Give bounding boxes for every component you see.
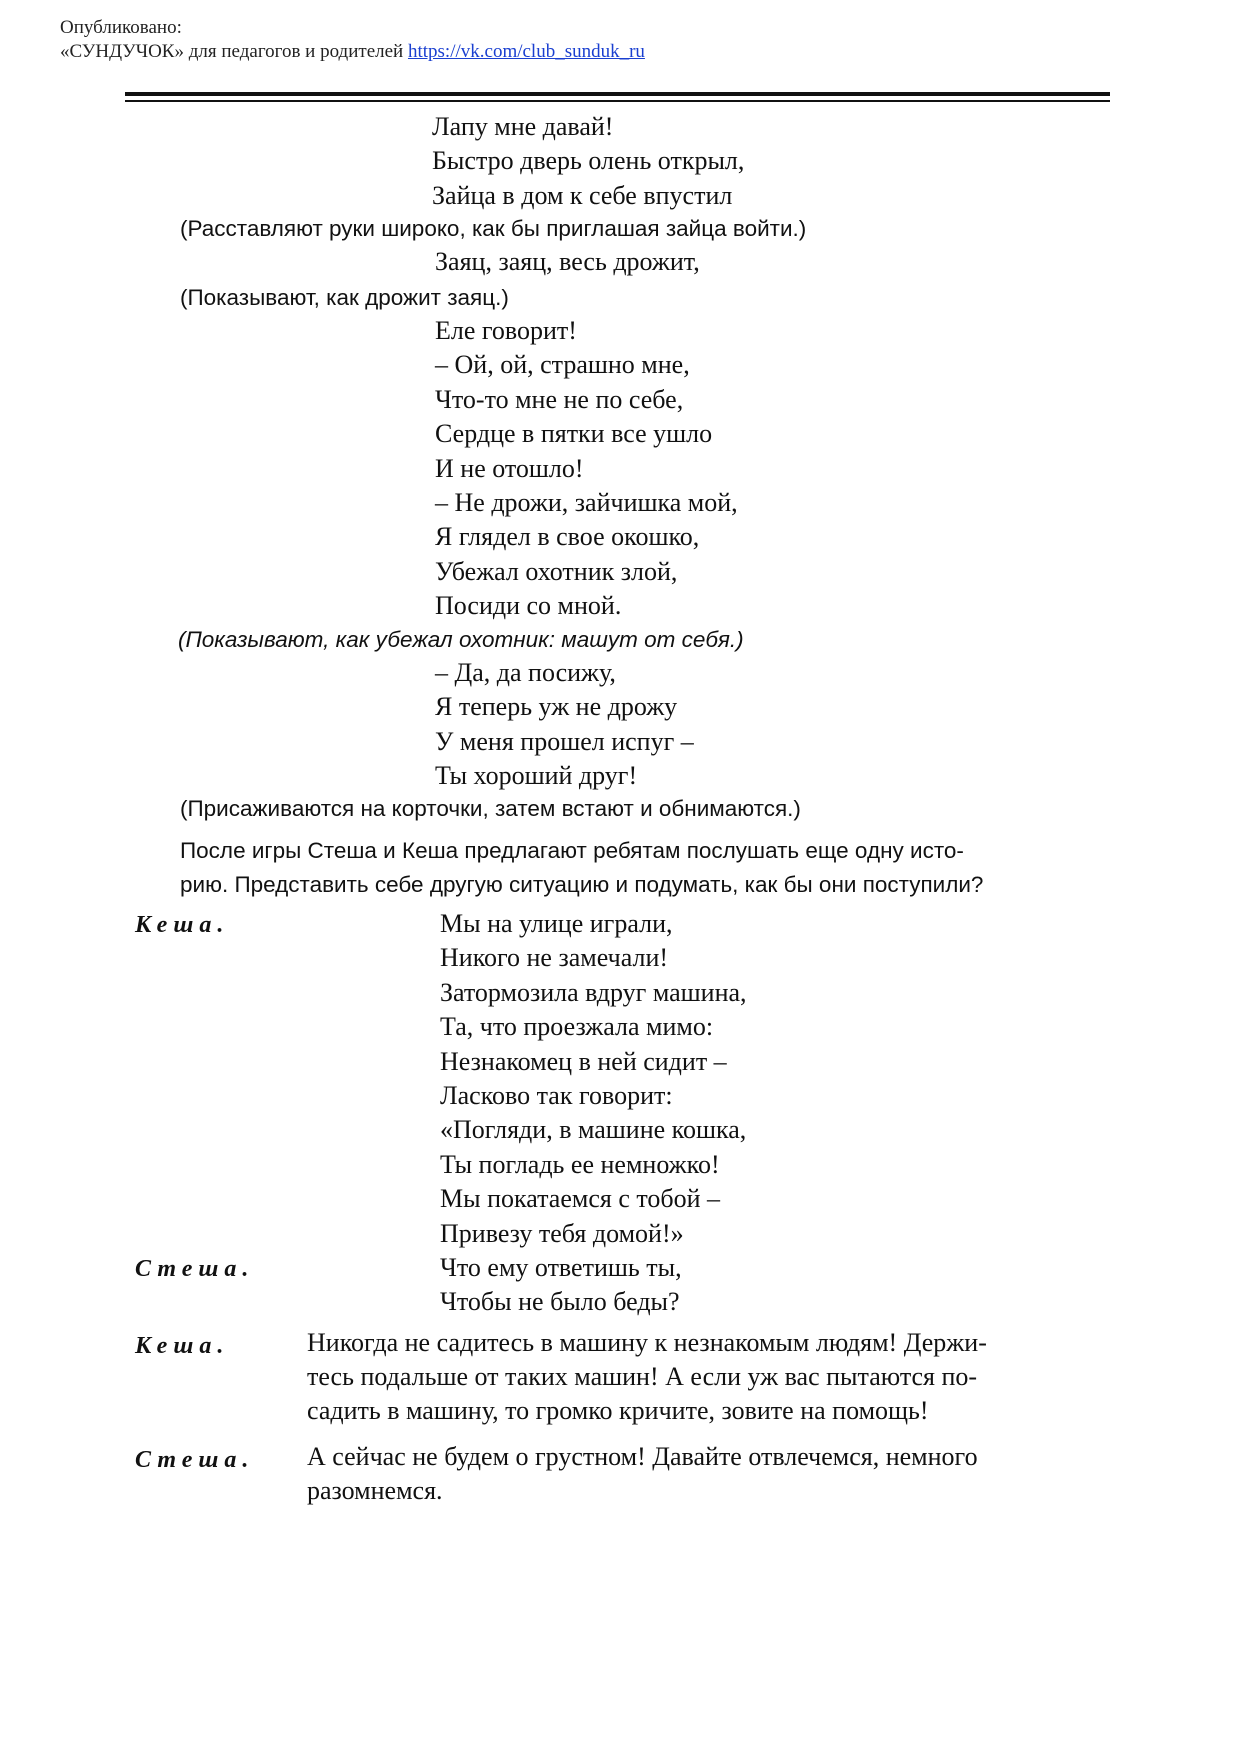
verse-line: Сердце в пятки все ушло — [435, 419, 713, 449]
verse-line: Незнакомец в ней сидит – — [440, 1046, 727, 1076]
header-source-line — [60, 40, 645, 64]
verse-line: Я теперь уж не дрожу — [435, 692, 678, 722]
verse-line: – Не дрожи, зайчишка мой, — [435, 487, 738, 517]
verse-line: Мы покатаемся с тобой – — [440, 1184, 721, 1214]
speaker-label: Стеша. — [135, 1256, 255, 1282]
verse-line: Привезу тебя домой!» — [440, 1218, 684, 1248]
verse-line: Лапу мне давай! — [432, 112, 614, 141]
verse-block-a — [432, 110, 744, 213]
verse-line: Ты погладь ее немножко! — [440, 1149, 720, 1179]
verse-block-c — [435, 314, 738, 624]
publication-header — [60, 16, 645, 64]
header-divider-thick — [125, 92, 1110, 96]
speaker-label: Стеша. — [135, 1447, 255, 1473]
verse-line: – Да, да посижу, — [435, 658, 616, 687]
verse-line: Чтобы не было беды? — [440, 1287, 680, 1317]
verse-line: Что ему ответишь ты, — [440, 1253, 682, 1282]
speech-line: садить в машину, то громко кричите, зовите на помощь! — [307, 1396, 929, 1425]
verse-line: Ласково так говорит: — [440, 1080, 673, 1110]
verse-line: «Погляди, в машине кошка, — [440, 1115, 747, 1145]
narration-paragraph — [180, 834, 1110, 902]
speaker-label: Кеша. — [135, 912, 230, 938]
verse-line: – Ой, ой, страшно мне, — [435, 350, 690, 380]
speech-line: разомнемся. — [307, 1476, 443, 1505]
stage-remark-2: (Показывают, как дрожит заяц.) — [180, 285, 509, 310]
stage-remark-4: (Присаживаются на корточки, затем встают и обнимаются.) — [180, 796, 801, 821]
verse-line: Затормозила вдруг машина, — [440, 977, 747, 1007]
verse-line: Убежал охотник злой, — [435, 556, 678, 586]
verse-line: Я глядел в свое окошко, — [435, 522, 700, 552]
verse-line: У меня прошел испуг – — [435, 726, 694, 756]
stage-remark-3: (Показывают, как убежал охотник: машут от себя.) — [178, 627, 744, 652]
verse-line: И не отошло! — [435, 453, 584, 483]
verse-line: Та, что проезжала мимо: — [440, 1012, 714, 1042]
speech-line: А сейчас не будем о грустном! Давайте отвлечемся, немного — [307, 1442, 978, 1471]
kesha-verse — [440, 907, 747, 1251]
stesha-speech — [307, 1440, 1122, 1508]
stage-remark-1: (Расставляют руки широко, как бы приглашая зайца войти.) — [180, 216, 807, 241]
kesha-speech — [307, 1326, 1122, 1428]
stesha-verse — [440, 1251, 682, 1320]
header-published-label: Опубликовано: — [60, 17, 182, 38]
verse-line: Что-то мне не по себе, — [435, 384, 684, 414]
paragraph-line: После игры Стеша и Кеша предлагают ребятам послушать еще одну исто- — [180, 838, 964, 863]
verse-line: Заяц, заяц, весь дрожит, — [435, 247, 700, 276]
header-vk-link[interactable]: https://vk.com/club_sunduk_ru — [407, 41, 645, 62]
verse-line: Еле говорит! — [435, 316, 577, 345]
header-source-text: «СУНДУЧОК» для педагогов и родителей — [60, 41, 404, 62]
verse-line: Быстро дверь олень открыл, — [432, 146, 745, 176]
verse-line: Никого не замечали! — [440, 943, 669, 973]
verse-line: Зайца в дом к себе впустил — [432, 180, 733, 210]
verse-block-d — [435, 656, 694, 794]
speech-line: Никогда не садитесь в машину к незнакомым людям! Держи- — [307, 1328, 987, 1357]
verse-line: Мы на улице играли, — [440, 909, 673, 938]
verse-line: Ты хороший друг! — [435, 761, 638, 791]
verse-block-b — [435, 245, 700, 279]
speaker-label: Кеша. — [135, 1333, 230, 1359]
verse-line: Посиди со мной. — [435, 591, 622, 621]
speech-line: тесь подальше от таких машин! А если уж вас пытаются по- — [307, 1362, 978, 1391]
paragraph-line: рию. Представить себе другую ситуацию и подумать, как бы они поступили? — [180, 872, 984, 897]
header-divider-thin — [125, 100, 1110, 102]
